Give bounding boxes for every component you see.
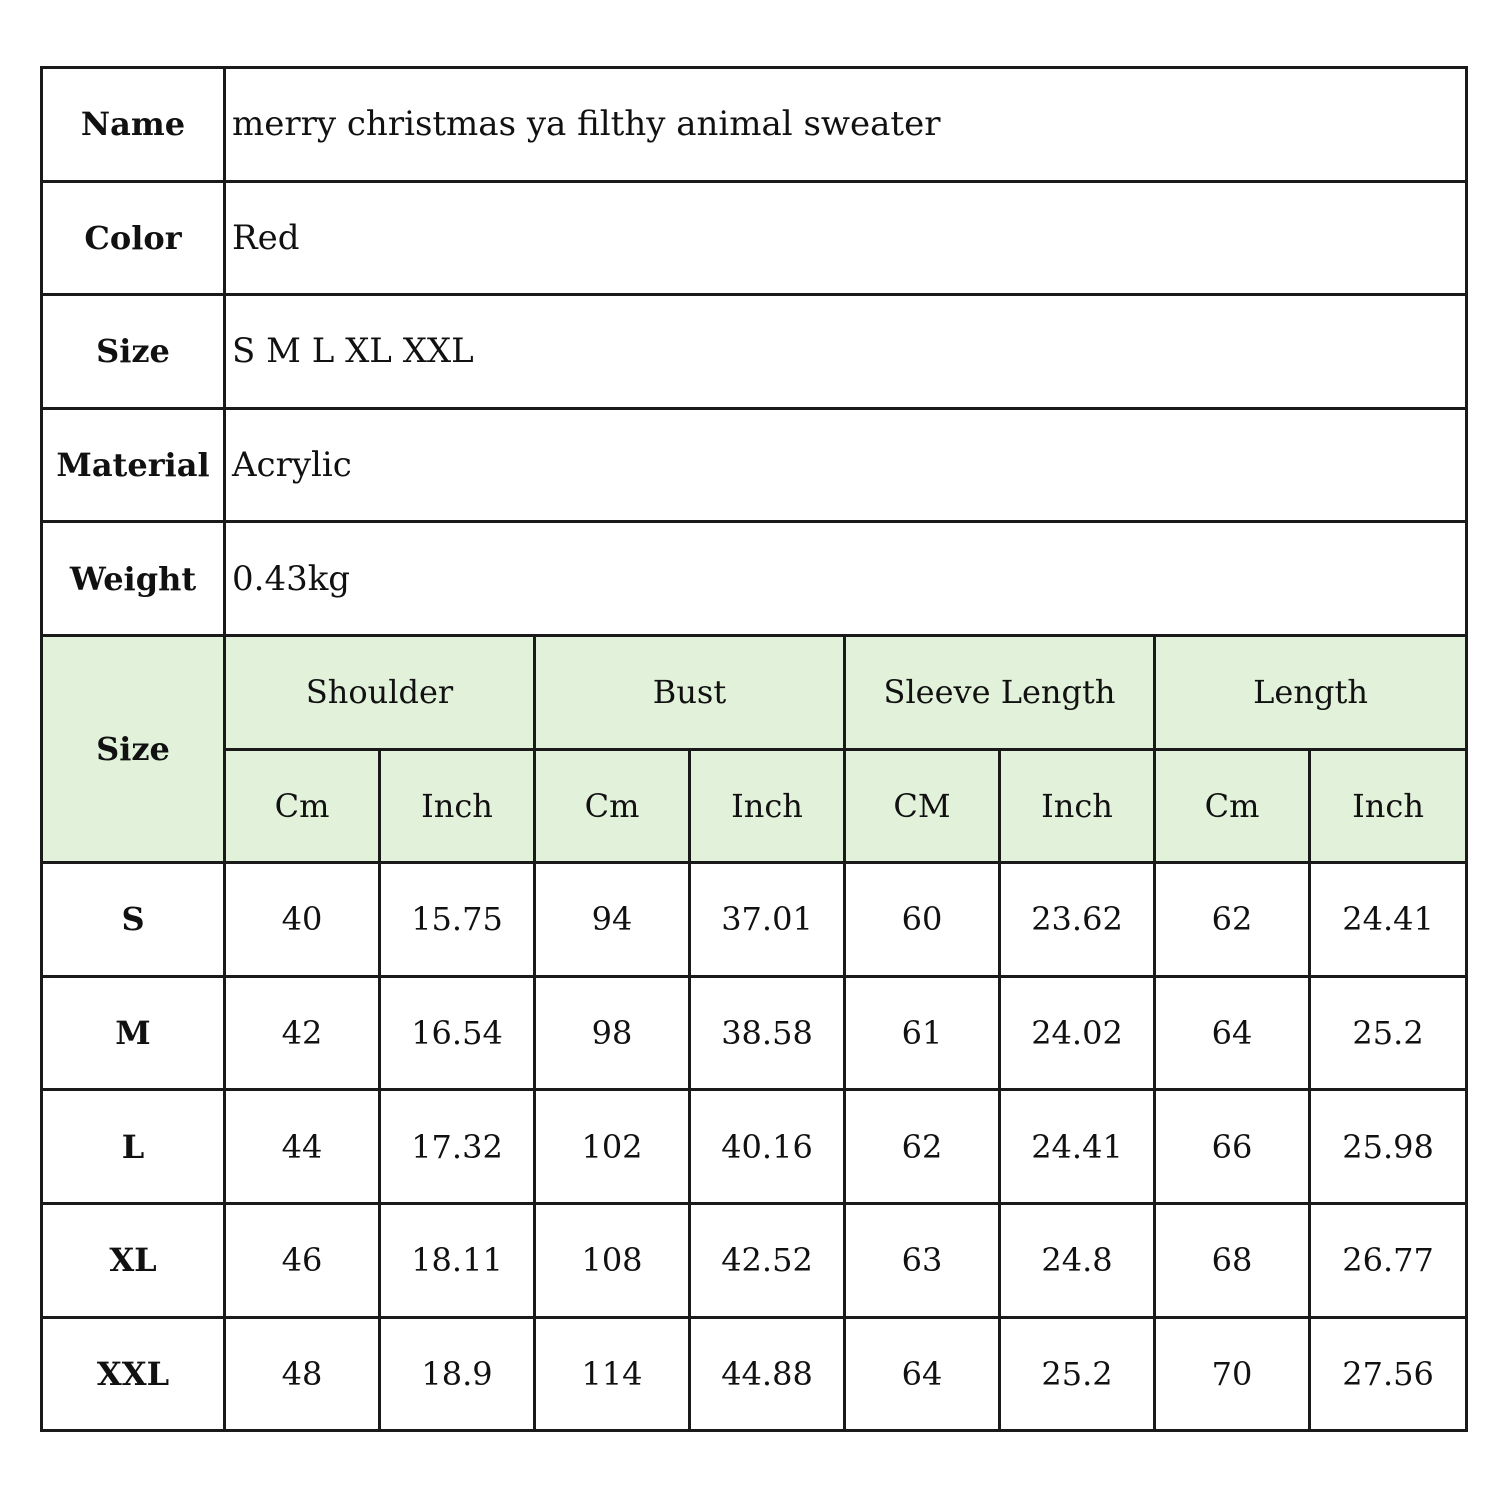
row-size-label: M bbox=[42, 976, 225, 1090]
table-cell: 62 bbox=[845, 1090, 1000, 1204]
info-row-material bbox=[42, 408, 1467, 522]
info-row-weight bbox=[42, 522, 1467, 636]
table-cell: 68 bbox=[1155, 1203, 1310, 1317]
group-header-sleeve-length: Sleeve Length bbox=[845, 635, 1155, 749]
table-cell: 102 bbox=[535, 1090, 690, 1204]
table-cell: 24.8 bbox=[1000, 1203, 1155, 1317]
table-cell: 15.75 bbox=[380, 863, 535, 977]
info-row-color bbox=[42, 181, 1467, 295]
unit-header: Inch bbox=[1000, 749, 1155, 863]
product-spec-table bbox=[40, 66, 1468, 1432]
table-cell: 63 bbox=[845, 1203, 1000, 1317]
table-cell: 64 bbox=[845, 1317, 1000, 1431]
size-header-row bbox=[42, 635, 1467, 749]
table-cell: 23.62 bbox=[1000, 863, 1155, 977]
table-cell: 25.2 bbox=[1000, 1317, 1155, 1431]
table-cell: 40.16 bbox=[690, 1090, 845, 1204]
table-cell: 42.52 bbox=[690, 1203, 845, 1317]
table-row bbox=[42, 863, 1467, 977]
info-row-size bbox=[42, 295, 1467, 409]
name-value: merry christmas ya filthy animal sweater bbox=[225, 68, 1467, 182]
table-cell: 114 bbox=[535, 1317, 690, 1431]
info-row-name bbox=[42, 68, 1467, 182]
table-cell: 46 bbox=[225, 1203, 380, 1317]
table-cell: 25.2 bbox=[1310, 976, 1467, 1090]
table-cell: 64 bbox=[1155, 976, 1310, 1090]
name-label: Name bbox=[42, 68, 225, 182]
row-size-label: XL bbox=[42, 1203, 225, 1317]
material-label: Material bbox=[42, 408, 225, 522]
table-cell: 108 bbox=[535, 1203, 690, 1317]
table-cell: 16.54 bbox=[380, 976, 535, 1090]
table-cell: 26.77 bbox=[1310, 1203, 1467, 1317]
table-cell: 94 bbox=[535, 863, 690, 977]
table-cell: 66 bbox=[1155, 1090, 1310, 1204]
table-cell: 60 bbox=[845, 863, 1000, 977]
unit-header: Inch bbox=[1310, 749, 1467, 863]
table-cell: 42 bbox=[225, 976, 380, 1090]
unit-header-row bbox=[42, 749, 1467, 863]
group-header-length: Length bbox=[1155, 635, 1467, 749]
table-row bbox=[42, 1203, 1467, 1317]
table-cell: 24.41 bbox=[1310, 863, 1467, 977]
table-cell: 62 bbox=[1155, 863, 1310, 977]
table-cell: 98 bbox=[535, 976, 690, 1090]
table-cell: 44.88 bbox=[690, 1317, 845, 1431]
material-value: Acrylic bbox=[225, 408, 1467, 522]
unit-header: Cm bbox=[225, 749, 380, 863]
unit-header: Inch bbox=[380, 749, 535, 863]
table-cell: 44 bbox=[225, 1090, 380, 1204]
row-size-label: S bbox=[42, 863, 225, 977]
table-cell: 18.11 bbox=[380, 1203, 535, 1317]
table-cell: 61 bbox=[845, 976, 1000, 1090]
unit-header: Cm bbox=[1155, 749, 1310, 863]
group-header-shoulder: Shoulder bbox=[225, 635, 535, 749]
size-column-header: Size bbox=[42, 635, 225, 862]
table-cell: 40 bbox=[225, 863, 380, 977]
table-row bbox=[42, 1090, 1467, 1204]
group-header-bust: Bust bbox=[535, 635, 845, 749]
size-label: Size bbox=[42, 295, 225, 409]
table-cell: 17.32 bbox=[380, 1090, 535, 1204]
unit-header: Cm bbox=[535, 749, 690, 863]
table-cell: 18.9 bbox=[380, 1317, 535, 1431]
weight-label: Weight bbox=[42, 522, 225, 636]
table-cell: 24.02 bbox=[1000, 976, 1155, 1090]
unit-header: Inch bbox=[690, 749, 845, 863]
table-row bbox=[42, 1317, 1467, 1431]
weight-value: 0.43kg bbox=[225, 522, 1467, 636]
color-value: Red bbox=[225, 181, 1467, 295]
table-row bbox=[42, 976, 1467, 1090]
table-cell: 38.58 bbox=[690, 976, 845, 1090]
table-cell: 25.98 bbox=[1310, 1090, 1467, 1204]
color-label: Color bbox=[42, 181, 225, 295]
table-cell: 27.56 bbox=[1310, 1317, 1467, 1431]
size-value: S M L XL XXL bbox=[225, 295, 1467, 409]
table-cell: 37.01 bbox=[690, 863, 845, 977]
table-cell: 24.41 bbox=[1000, 1090, 1155, 1204]
table-cell: 48 bbox=[225, 1317, 380, 1431]
row-size-label: L bbox=[42, 1090, 225, 1204]
table-cell: 70 bbox=[1155, 1317, 1310, 1431]
unit-header: CM bbox=[845, 749, 1000, 863]
row-size-label: XXL bbox=[42, 1317, 225, 1431]
